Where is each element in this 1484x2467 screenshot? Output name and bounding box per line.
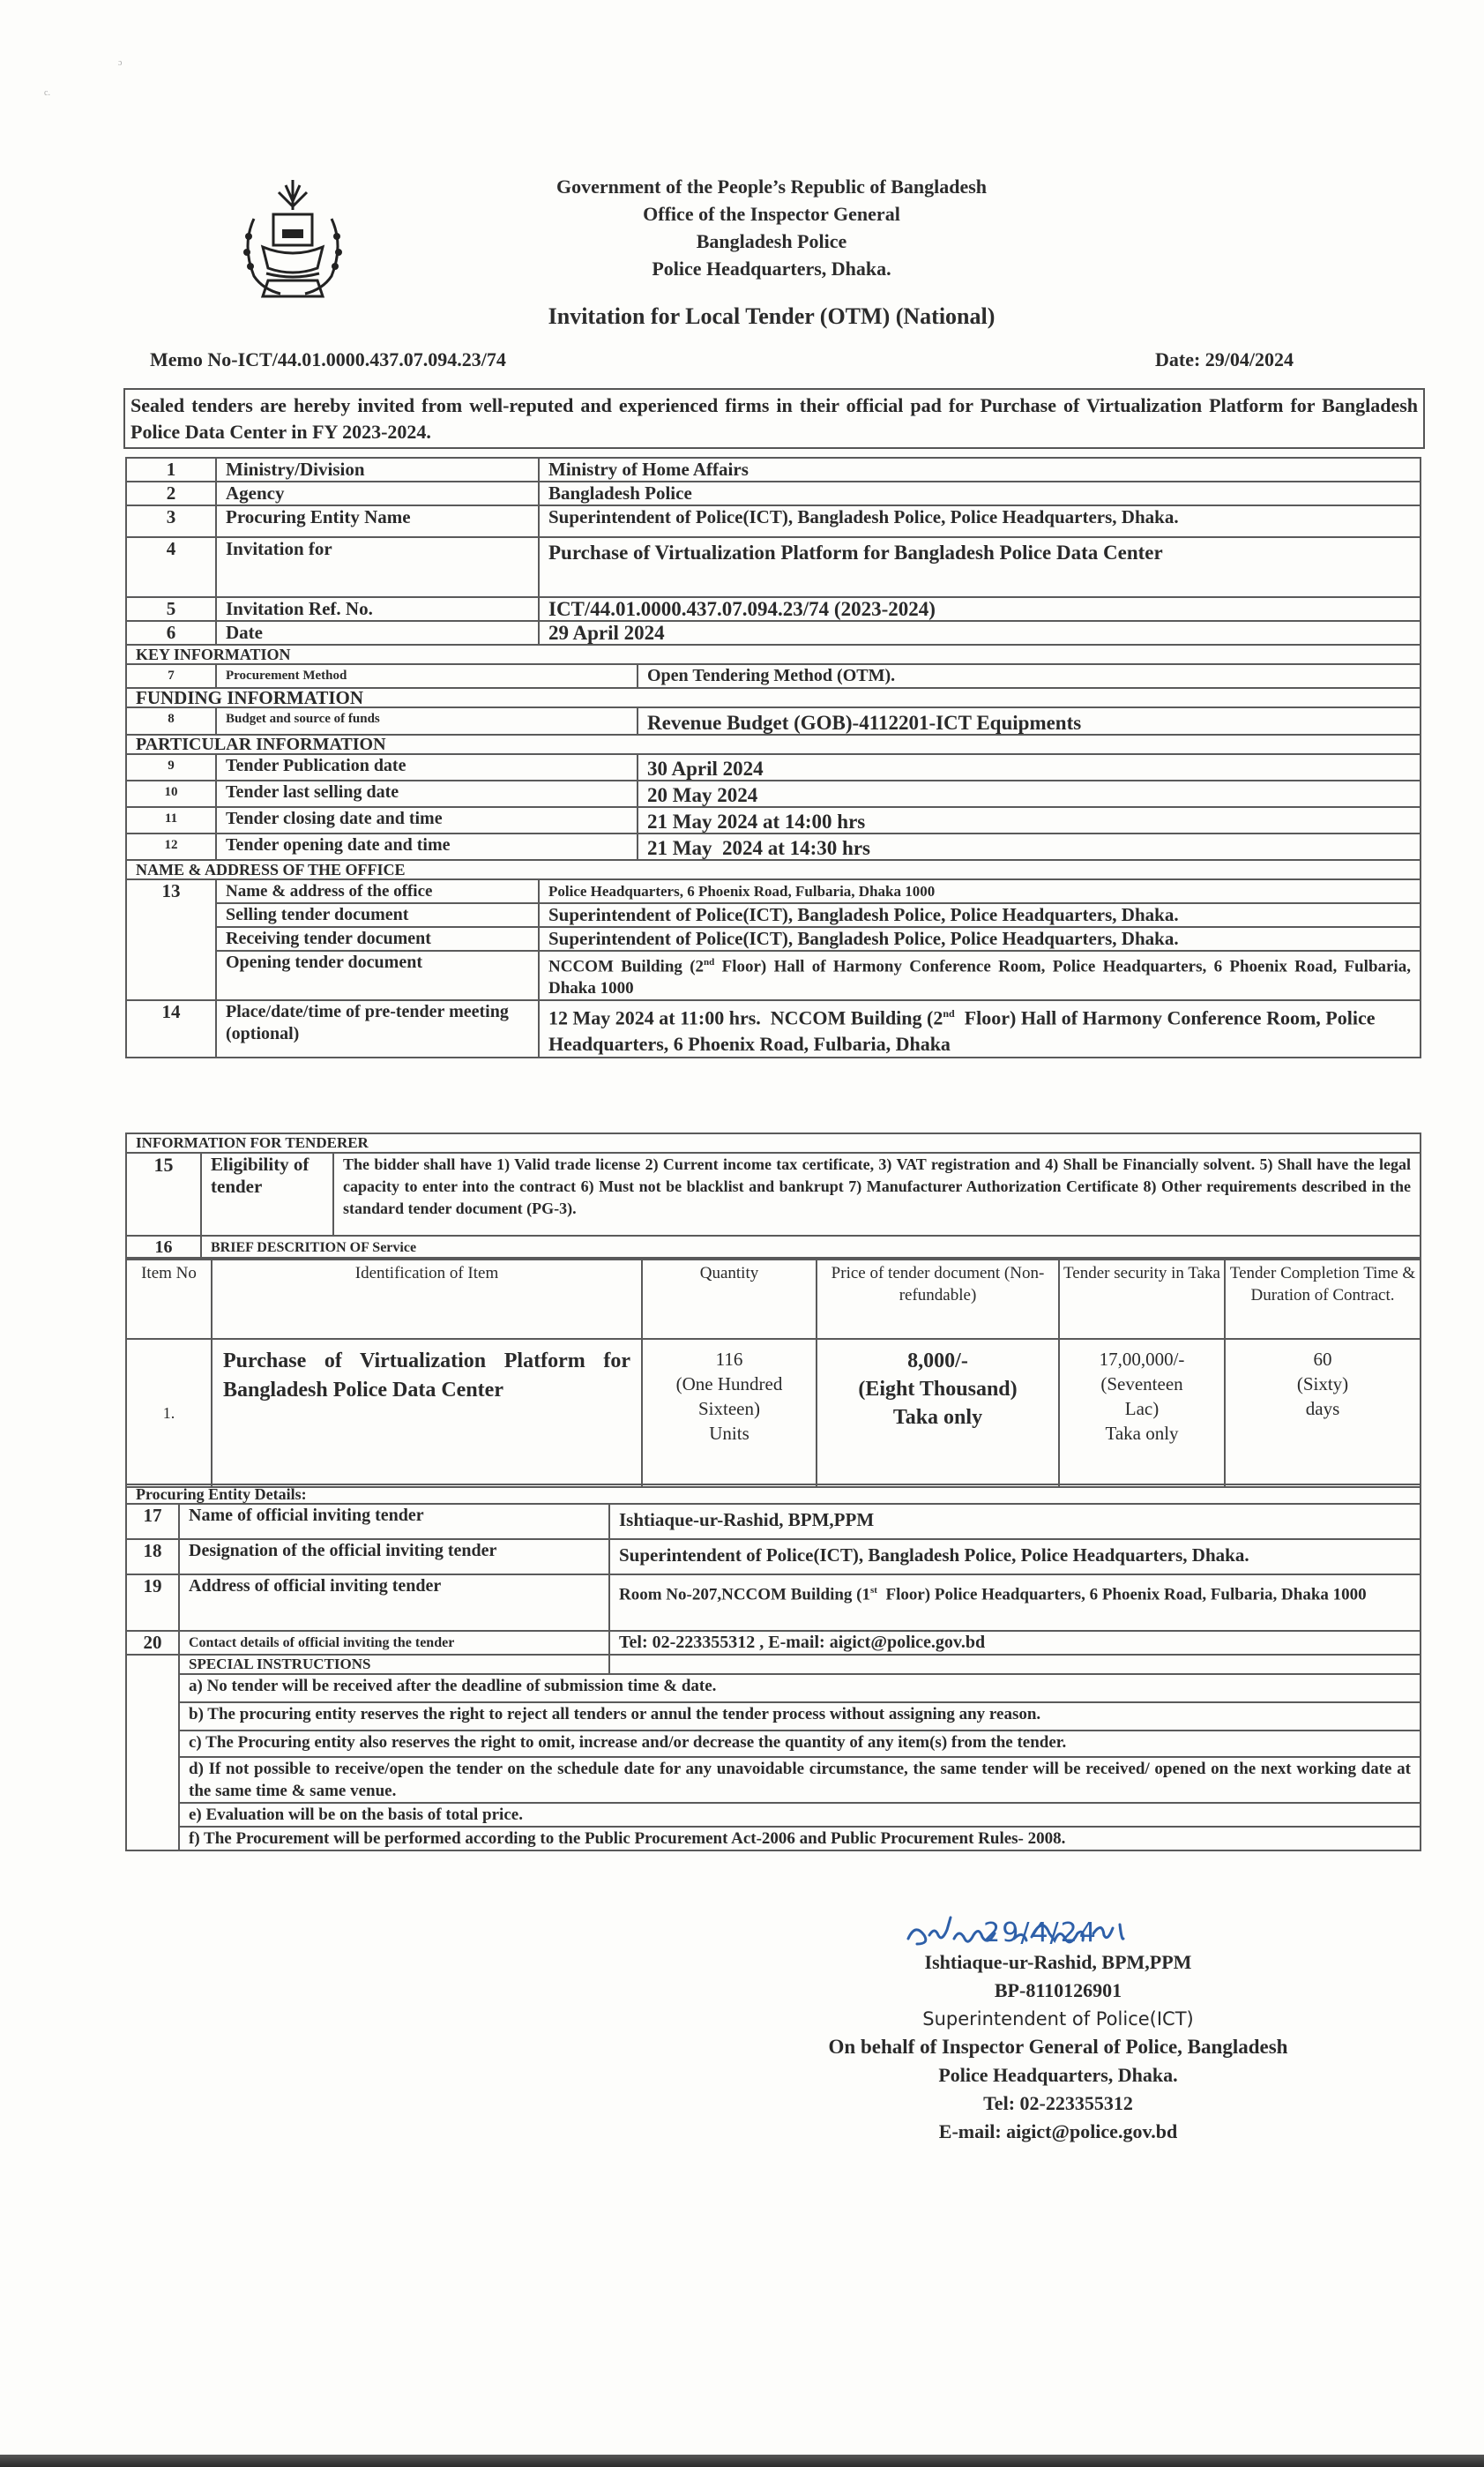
row-number: 13 [126,879,216,1000]
completion-line: days [1305,1398,1340,1419]
row-number: 15 [126,1153,201,1236]
table-row [126,903,1421,927]
value-text: Floor) Police Headquarters, 6 Phoenix Road, Fulbaria, Dhaka 1000 [876,1585,1367,1604]
row-label: Procuring Entity Name [216,505,539,537]
row-value: Purchase of Virtualization Platform for Bangladesh Police Data Center [539,537,1421,597]
blank-cell [609,1655,1421,1674]
price-line: (Eight Thousand) [858,1378,1018,1401]
row-label: Date [216,621,539,645]
quantity-line: 116 [715,1349,743,1370]
table-row [126,1236,1421,1260]
table-row [126,879,1421,903]
row-value: ICT/44.01.0000.437.07.094.23/74 (2023-2024) [539,597,1421,621]
price-line: Taka only [892,1406,983,1429]
table-row [126,1504,1421,1539]
row-value: Superintendent of Police(ICT), Bangladesh Police, Police Headquarters, Dhaka. [539,903,1421,927]
instruction-row [126,1757,1421,1803]
letterhead-line: Office of the Inspector General [643,203,900,225]
section-heading: KEY INFORMATION [126,645,1421,664]
row-value: Police Headquarters, 6 Phoenix Road, Fulbaria, Dhaka 1000 [539,879,1421,903]
row-value: Superintendent of Police(ICT), Bangladesh Police, Police Headquarters, Dhaka. [539,505,1421,537]
section-heading-row [126,688,1421,707]
signatory-bp-number: BP-8110126901 [994,1979,1122,2001]
section-heading: NAME & ADDRESS OF THE OFFICE [126,860,1421,879]
table-row [126,537,1421,597]
section-heading: INFORMATION FOR TENDERER [126,1133,1421,1153]
tender-info-table [125,457,1421,1058]
table-row [126,951,1421,1000]
bangladesh-police-emblem-icon [236,175,349,307]
column-header: Tender security in Taka [1059,1258,1225,1339]
signatory-tel: Tel: 02-223355312 [983,2092,1133,2114]
item-quantity [642,1339,817,1487]
row-number: 5 [126,597,216,621]
row-number: 7 [126,664,216,688]
row-value: Tel: 02-223355312 , E-mail: aigict@police.gov.bd [609,1631,1421,1655]
section-heading: Procuring Entity Details: [126,1484,1421,1504]
table-row [126,1153,1421,1236]
row-label: Opening tender document [216,951,539,1000]
tenderer-info-table [125,1133,1421,1260]
value-text: Room No-207,NCCOM Building (1 [619,1585,871,1604]
document-title: Invitation for Local Tender (OTM) (National) [548,303,996,329]
row-number: 3 [126,505,216,537]
row-label: Contact details of official inviting the tender [179,1631,609,1655]
row-label: Tender Publication date [216,754,638,781]
column-header: Item No [126,1258,212,1339]
instruction-row [126,1731,1421,1757]
scan-speck: ɔ [118,58,123,68]
instruction-row [126,1674,1421,1702]
row-value: 29 April 2024 [539,621,1421,645]
quantity-line: Units [709,1423,749,1444]
column-header: Price of tender document (Non-refundable) [817,1258,1059,1339]
security-line: (Seventeen [1100,1373,1183,1394]
security-line: 17,00,000/- [1099,1349,1185,1370]
document-date: Date: 29/04/2024 [1155,348,1294,370]
item-identification: Purchase of Virtualization Platform for Bangladesh Police Data Center [212,1339,642,1487]
row-value: Ministry of Home Affairs [539,458,1421,482]
item-table [125,1257,1421,1488]
row-value: 20 May 2024 [638,781,1421,807]
signatory-designation: Superintendent of Police(ICT) [922,2008,1194,2030]
row-label: Name & address of the office [216,879,539,903]
table-row [126,597,1421,621]
row-label: Designation of the official inviting tender [179,1539,609,1574]
row-label: Name of official inviting tender [179,1504,609,1539]
section-heading: PARTICULAR INFORMATION [126,735,1421,754]
handwritten-date: 29/4/24 [983,1918,1098,1948]
table-row [126,1574,1421,1631]
row-value: Open Tendering Method (OTM). [638,664,1421,688]
security-line: Lac) [1124,1398,1160,1419]
row-label: Tender opening date and time [216,834,638,860]
security-line: Taka only [1105,1423,1179,1444]
table-row [126,505,1421,537]
value-text: 12 May 2024 at 11:00 hrs. NCCOM Building (2 [548,1006,943,1029]
row-value [539,951,1421,1000]
instruction-item: f) The Procurement will be performed according to the Public Procurement Act-2006 and Public Procurement Rules- 2008. [179,1827,1421,1850]
instruction-item: a) No tender will be received after the deadline of submission time & date. [179,1674,1421,1702]
instruction-row [126,1803,1421,1827]
row-number: 6 [126,621,216,645]
row-label: Invitation Ref. No. [216,597,539,621]
price-line: 8,000/- [907,1349,968,1372]
signatory-on-behalf: On behalf of Inspector General of Police, Bangladesh [828,2036,1288,2058]
instruction-row [126,1827,1421,1850]
instruction-item: b) The procuring entity reserves the right to reject all tenders or annul the tender process without assigning any reason. [179,1702,1421,1731]
procuring-entity-table [125,1484,1421,1851]
row-value [539,1000,1421,1057]
blank-cell [126,1655,179,1850]
row-label: Eligibility of tender [201,1153,333,1236]
ordinal-suffix: st [870,1585,877,1596]
item-completion [1225,1339,1421,1487]
table-row [126,1655,1421,1674]
row-number: 17 [126,1504,179,1539]
section-heading: FUNDING INFORMATION [126,688,1421,707]
quantity-line: (One Hundred [675,1373,783,1394]
table-row [126,781,1421,807]
row-label: Tender closing date and time [216,807,638,834]
letterhead-line: Police Headquarters, Dhaka. [652,258,891,280]
row-value: 30 April 2024 [638,754,1421,781]
section-heading-row [126,860,1421,879]
table-row [126,1631,1421,1655]
signatory-email: E-mail: aigict@police.gov.bd [938,2120,1178,2142]
table-row [126,754,1421,781]
scan-speck: c. [44,88,50,98]
row-label: Ministry/Division [216,458,539,482]
row-value: 21 May 2024 at 14:30 hrs [638,834,1421,860]
section-heading: SPECIAL INSTRUCTIONS [179,1655,609,1674]
table-row [126,707,1421,735]
item-price [817,1339,1059,1487]
signature-block [794,1918,1323,2146]
table-row [126,807,1421,834]
column-header: Quantity [642,1258,817,1339]
letterhead [353,173,1190,282]
row-value: 21 May 2024 at 14:00 hrs [638,807,1421,834]
row-number: 18 [126,1539,179,1574]
row-value: Superintendent of Police(ICT), Bangladesh Police, Police Headquarters, Dhaka. [539,927,1421,951]
letterhead-line: Government of the People’s Republic of Bangladesh [556,176,988,198]
table-row [126,1000,1421,1057]
completion-line: 60 [1313,1349,1332,1370]
instruction-item: c) The Procuring entity also reserves the right to omit, increase and/or decrease the quantity of any item(s) from the tender. [179,1731,1421,1757]
row-number: 19 [126,1574,179,1631]
row-label: Budget and source of funds [216,707,638,735]
row-number: 14 [126,1000,216,1057]
row-number: 1 [126,458,216,482]
section-heading-row [126,735,1421,754]
row-number: 20 [126,1631,179,1655]
row-value: The bidder shall have 1) Valid trade license 2) Current income tax certificate, 3) VAT registration and 4) Shall be Financially solvent. 5) Shall have the legal capacity to enter into the contract 6) Must not be blacklist and bankrupt 7) Manufacturer Authorization Certificate 8) Other requirements described in the standard tender document (PG-3). [333,1153,1421,1236]
section-heading-row [126,1133,1421,1153]
letterhead-line: Bangladesh Police [696,230,847,252]
item-security [1059,1339,1225,1487]
row-label: Invitation for [216,537,539,597]
column-header: Identification of Item [212,1258,642,1339]
row-number: 4 [126,537,216,597]
table-row [126,1339,1421,1487]
table-header-row [126,1258,1421,1339]
row-label: Agency [216,482,539,505]
section-heading-row [126,645,1421,664]
table-row [126,621,1421,645]
row-number: 2 [126,482,216,505]
section-heading-row [126,1484,1421,1504]
row-value [609,1574,1421,1631]
signatory-office: Police Headquarters, Dhaka. [938,2064,1178,2086]
intro-paragraph: Sealed tenders are hereby invited from well-reputed and experienced firms in their official pad for Purchase of Virtualization Platform for Bangladesh Police Data Center in FY 2023-2024. [123,388,1425,449]
table-row [126,482,1421,505]
row-label: Place/date/time of pre-tender meeting (optional) [216,1000,539,1057]
table-row [126,664,1421,688]
table-row [126,927,1421,951]
instruction-item: d) If not possible to receive/open the tender on the schedule date for any unavoidable circumstance, the same tender will be received/ opened on the next working date at the same time & same venue. [179,1757,1421,1803]
row-number: 12 [126,834,216,860]
instruction-item: e) Evaluation will be on the basis of total price. [179,1803,1421,1827]
value-text: NCCOM Building (2 [548,957,705,976]
row-value: Revenue Budget (GOB)-4112201-ICT Equipments [638,707,1421,735]
row-label: Address of official inviting tender [179,1574,609,1631]
instruction-row [126,1702,1421,1731]
ordinal-suffix: nd [704,957,715,968]
row-number: 9 [126,754,216,781]
value-text: Floor) Hall of Harmony Conference Room, Police Headquarters, 6 Phoenix Road, Fulbaria, Dhaka [548,1006,1380,1055]
ordinal-suffix: nd [943,1007,955,1020]
row-label: Procurement Method [216,664,638,688]
row-value: Ishtiaque-ur-Rashid, BPM,PPM [609,1504,1421,1539]
item-number: 1. [126,1339,212,1487]
row-value: Superintendent of Police(ICT), Bangladesh Police, Police Headquarters, Dhaka. [609,1539,1421,1574]
table-row [126,458,1421,482]
table-row [126,834,1421,860]
column-header: Tender Completion Time & Duration of Contract. [1225,1258,1421,1339]
row-label: Tender last selling date [216,781,638,807]
row-number: 16 [126,1236,201,1260]
row-number: 8 [126,707,216,735]
scanner-edge [0,2455,1484,2467]
table-row [126,1539,1421,1574]
signatory-name: Ishtiaque-ur-Rashid, BPM,PPM [924,1951,1192,1973]
quantity-line: Sixteen) [698,1398,760,1419]
value-text: Floor) Hall of Harmony Conference Room, Police Headquarters, 6 Phoenix Road, Fulbaria, Dhaka 1000 [548,957,1411,998]
row-label: Receiving tender document [216,927,539,951]
row-number: 10 [126,781,216,807]
memo-number: Memo No-ICT/44.01.0000.437.07.094.23/74 [150,348,506,370]
row-number: 11 [126,807,216,834]
row-value: Bangladesh Police [539,482,1421,505]
completion-line: (Sixty) [1296,1373,1349,1394]
row-label: BRIEF DESCRITION OF Service [201,1236,1421,1260]
row-label: Selling tender document [216,903,539,927]
